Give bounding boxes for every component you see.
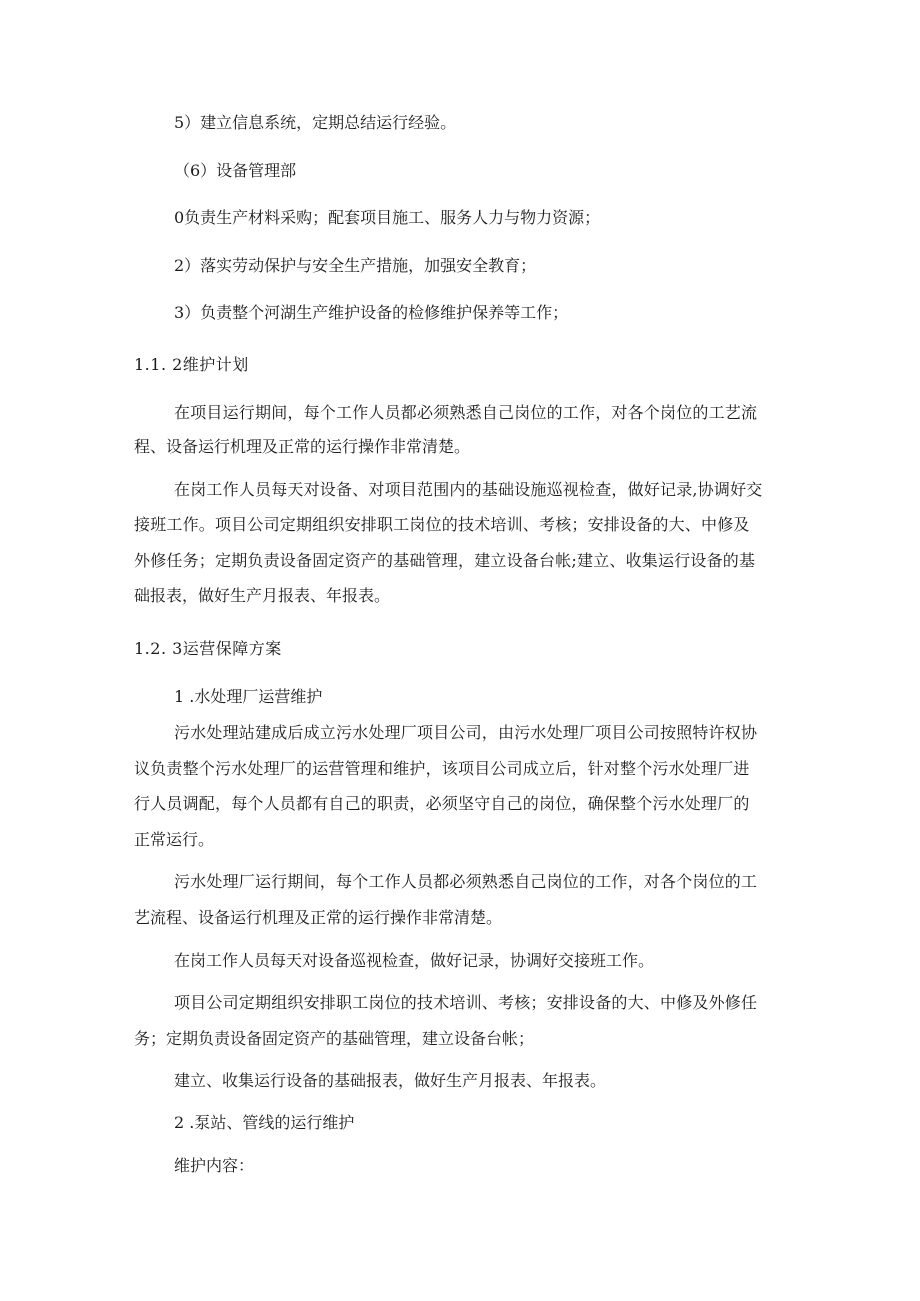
list-item-materials: 0负责生产材料采购；配套项目施工、服务人力与物力资源；: [174, 208, 601, 227]
paragraph-line: 项目公司定期组织安排职工岗位的技术培训、考核；安排设备的大、中修及外修任: [174, 993, 758, 1012]
paragraph-line: 在岗工作人员每天对设备、对项目范围内的基础设施巡视检查，做好记录,协调好交: [174, 480, 763, 499]
paragraph-line: 础报表，做好生产月报表、年报表。: [134, 586, 391, 605]
paragraph-line: 正常运行。: [134, 830, 215, 849]
paragraph-line: 污水处理站建成后成立污水处理厂项目公司，由污水处理厂项目公司按照特许权协: [174, 723, 758, 742]
paragraph-line: 接班工作。项目公司定期组织安排职工岗位的技术培训、考核；安排设备的大、中修及: [134, 515, 750, 534]
paragraph-line: 议负责整个污水处理厂的运营管理和维护，该项目公司成立后，针对整个污水处理厂进: [134, 759, 750, 778]
paragraph-line: 建立、收集运行设备的基础报表，做好生产月报表、年报表。: [174, 1071, 607, 1090]
section-title-equipment-dept: （6）设备管理部: [174, 161, 297, 180]
paragraph-line: 行人员调配，每个人员都有自己的职责，必须坚守自己的岗位，确保整个污水处理厂的: [134, 794, 750, 813]
paragraph-line: 污水处理厂运行期间，每个工作人员都必须熟悉自己岗位的工作，对各个岗位的工: [174, 872, 758, 891]
paragraph-line: 在岗工作人员每天对设备巡视检查，做好记录，协调好交接班工作。: [174, 951, 655, 970]
paragraph-line: 外修任务；定期负责设备固定资产的基础管理，建立设备台帐;建立、收集运行设备的基: [134, 551, 756, 570]
list-item-safety: 2）落实劳动保护与安全生产措施，加强安全教育；: [174, 256, 537, 275]
subsection-title-plant: 1 .水处理厂运营维护: [174, 687, 323, 706]
paragraph-line: 维护内容：: [174, 1156, 255, 1175]
paragraph-line: 在项目运行期间，每个工作人员都必须熟悉自己岗位的工作，对各个岗位的工艺流: [174, 403, 758, 422]
paragraph-line: 务；定期负责设备固定资产的基础管理，建立设备台帐；: [134, 1029, 535, 1048]
list-item-info-system: 5）建立信息系统，定期总结运行经验。: [174, 113, 457, 132]
heading-maintenance-plan: 1.1. 2维护计划: [134, 355, 249, 374]
paragraph-line: 艺流程、设备运行机理及正常的运行操作非常清楚。: [134, 908, 503, 927]
subsection-title-pump: 2 .泵站、管线的运行维护: [174, 1113, 355, 1132]
heading-operation-plan: 1.2. 3运营保障方案: [134, 639, 282, 658]
paragraph-line: 程、设备运行机理及正常的运行操作非常清楚。: [134, 437, 471, 456]
list-item-maintenance: 3）负责整个河湖生产维护设备的检修维护保养等工作；: [174, 303, 569, 322]
